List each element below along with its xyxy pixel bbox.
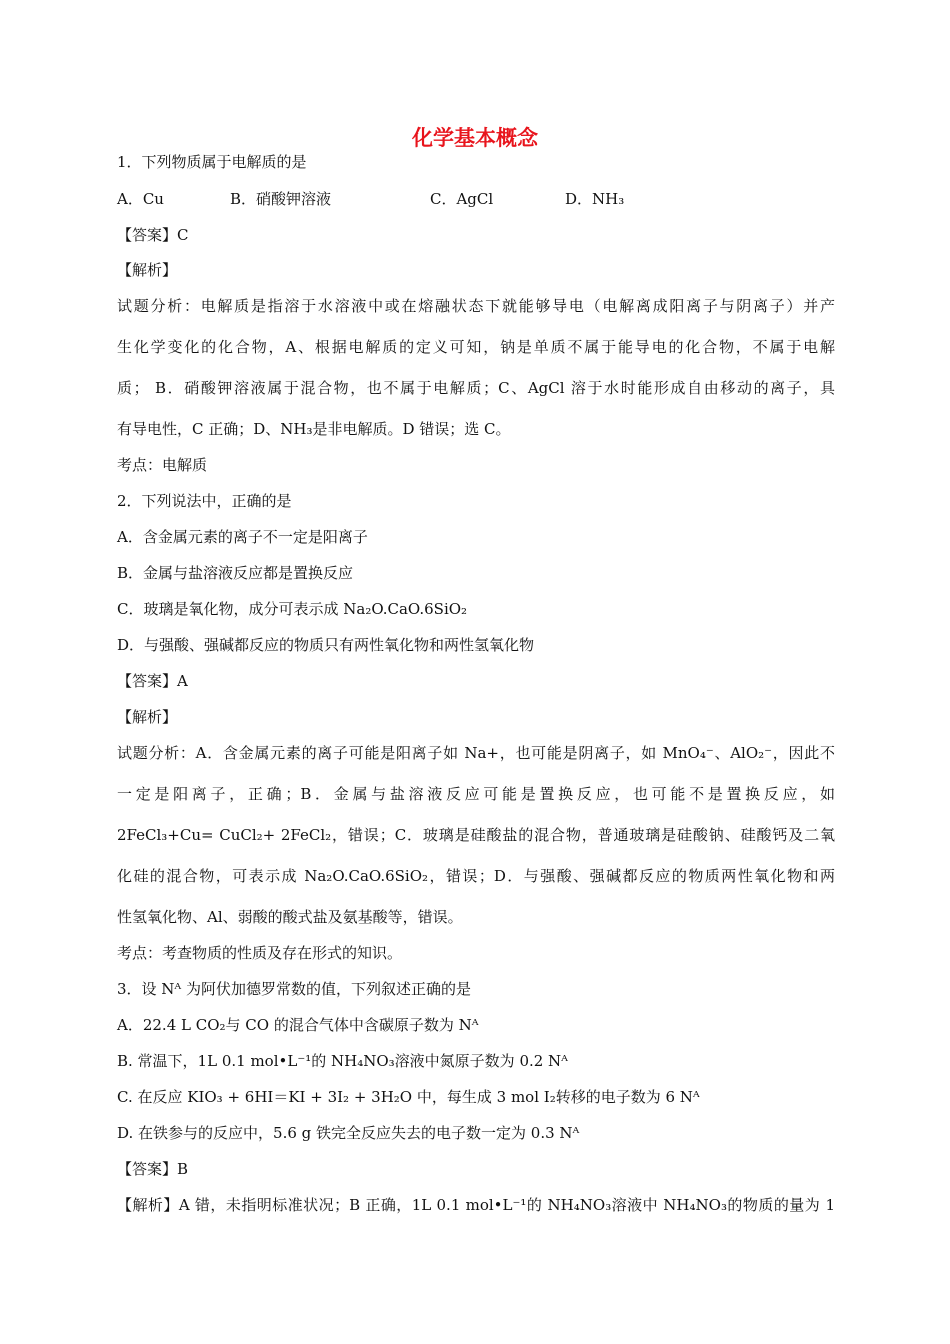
q3-option-b: B. 常温下，1L 0.1 mol•L⁻¹的 NH₄NO₃溶液中氮原子数为 0.2 Nᴬ	[117, 1052, 569, 1070]
q2-analysis-line-4: 化硅的混合物，可表示成 Na₂O.CaO.6SiO₂，错误；D．与强酸、强碱都反应的物质两性氧化物和两	[117, 867, 835, 885]
q3-option-a: A．22.4 L CO₂与 CO 的混合气体中含碳原子数为 Nᴬ	[117, 1016, 479, 1034]
q2-analysis-line-2: 一定是阳离子，正确；B．金属与盐溶液反应可能是置换反应，也可能不是置换反应，如	[117, 785, 835, 803]
q2-analysis-line-3: 2FeCl₃+Cu= CuCl₂+ 2FeCl₂，错误；C．玻璃是硅酸盐的混合物，普通玻璃是硅酸钠、硅酸钙及二氧	[117, 826, 835, 844]
page-title: 化学基本概念	[412, 126, 538, 150]
q2-option-d: D．与强酸、强碱都反应的物质只有两性氧化物和两性氢氧化物	[117, 636, 535, 654]
q1-analysis-line-1: 试题分析：电解质是指溶于水溶液中或在熔融状态下就能够导电（电解离成阳离子与阴离子）并产	[117, 297, 835, 315]
q2-stem: 2．下列说法中，正确的是	[117, 492, 292, 510]
q2-answer: 【答案】A	[117, 672, 188, 690]
q2-analysis-line-1: 试题分析：A．含金属元素的离子可能是阳离子如 Na+，也可能是阴离子，如 MnO₄⁻、AlO₂⁻，因此不	[117, 744, 835, 762]
q3-analysis-line-1: 【解析】A 错，未指明标准状况；B 正确，1L 0.1 mol•L⁻¹的 NH₄NO₃溶液中 NH₄NO₃的物质的量为 1	[117, 1196, 835, 1214]
q3-option-d: D. 在铁参与的反应中，5.6 g 铁完全反应失去的电子数一定为 0.3 Nᴬ	[117, 1124, 580, 1142]
q1-analysis-line-4: 有导电性，C 正确；D、NH₃是非电解质。D 错误；选 C。	[117, 420, 511, 438]
q2-option-b: B．金属与盐溶液反应都是置换反应	[117, 564, 354, 582]
q1-option-c: C．AgCl	[430, 190, 494, 208]
q1-analysis-label: 【解析】	[117, 261, 178, 279]
q3-option-c: C. 在反应 KIO₃ + 6HI＝KI + 3I₂ + 3H₂O 中，每生成 3 mol I₂转移的电子数为 6 Nᴬ	[117, 1088, 700, 1106]
q1-stem: 1．下列物质属于电解质的是	[117, 153, 307, 171]
q2-analysis-line-5: 性氢氧化物、Al、弱酸的酸式盐及氨基酸等，错误。	[117, 908, 463, 926]
q2-option-c: C．玻璃是氧化物，成分可表示成 Na₂O.CaO.6SiO₂	[117, 600, 468, 618]
q3-stem: 3．设 Nᴬ 为阿伏加德罗常数的值，下列叙述正确的是	[117, 980, 472, 998]
q3-answer: 【答案】B	[117, 1160, 189, 1178]
q1-option-b: B．硝酸钾溶液	[230, 190, 332, 208]
q1-analysis-line-3: 质； B．硝酸钾溶液属于混合物，也不属于电解质；C、AgCl 溶于水时能形成自由移动的离子，具	[117, 379, 835, 397]
q1-answer: 【答案】C	[117, 226, 189, 244]
q2-analysis-label: 【解析】	[117, 708, 178, 726]
q2-kaodian: 考点：考查物质的性质及存在形式的知识。	[117, 944, 403, 962]
q1-option-d: D．NH₃	[565, 190, 625, 208]
q1-analysis-line-2: 生化学变化的化合物，A、根据电解质的定义可知，钠是单质不属于能导电的化合物，不属于电解	[117, 338, 835, 356]
q1-option-a: A．Cu	[117, 190, 164, 208]
q2-option-a: A．含金属元素的离子不一定是阳离子	[117, 528, 368, 546]
q1-kaodian: 考点：电解质	[117, 456, 208, 474]
